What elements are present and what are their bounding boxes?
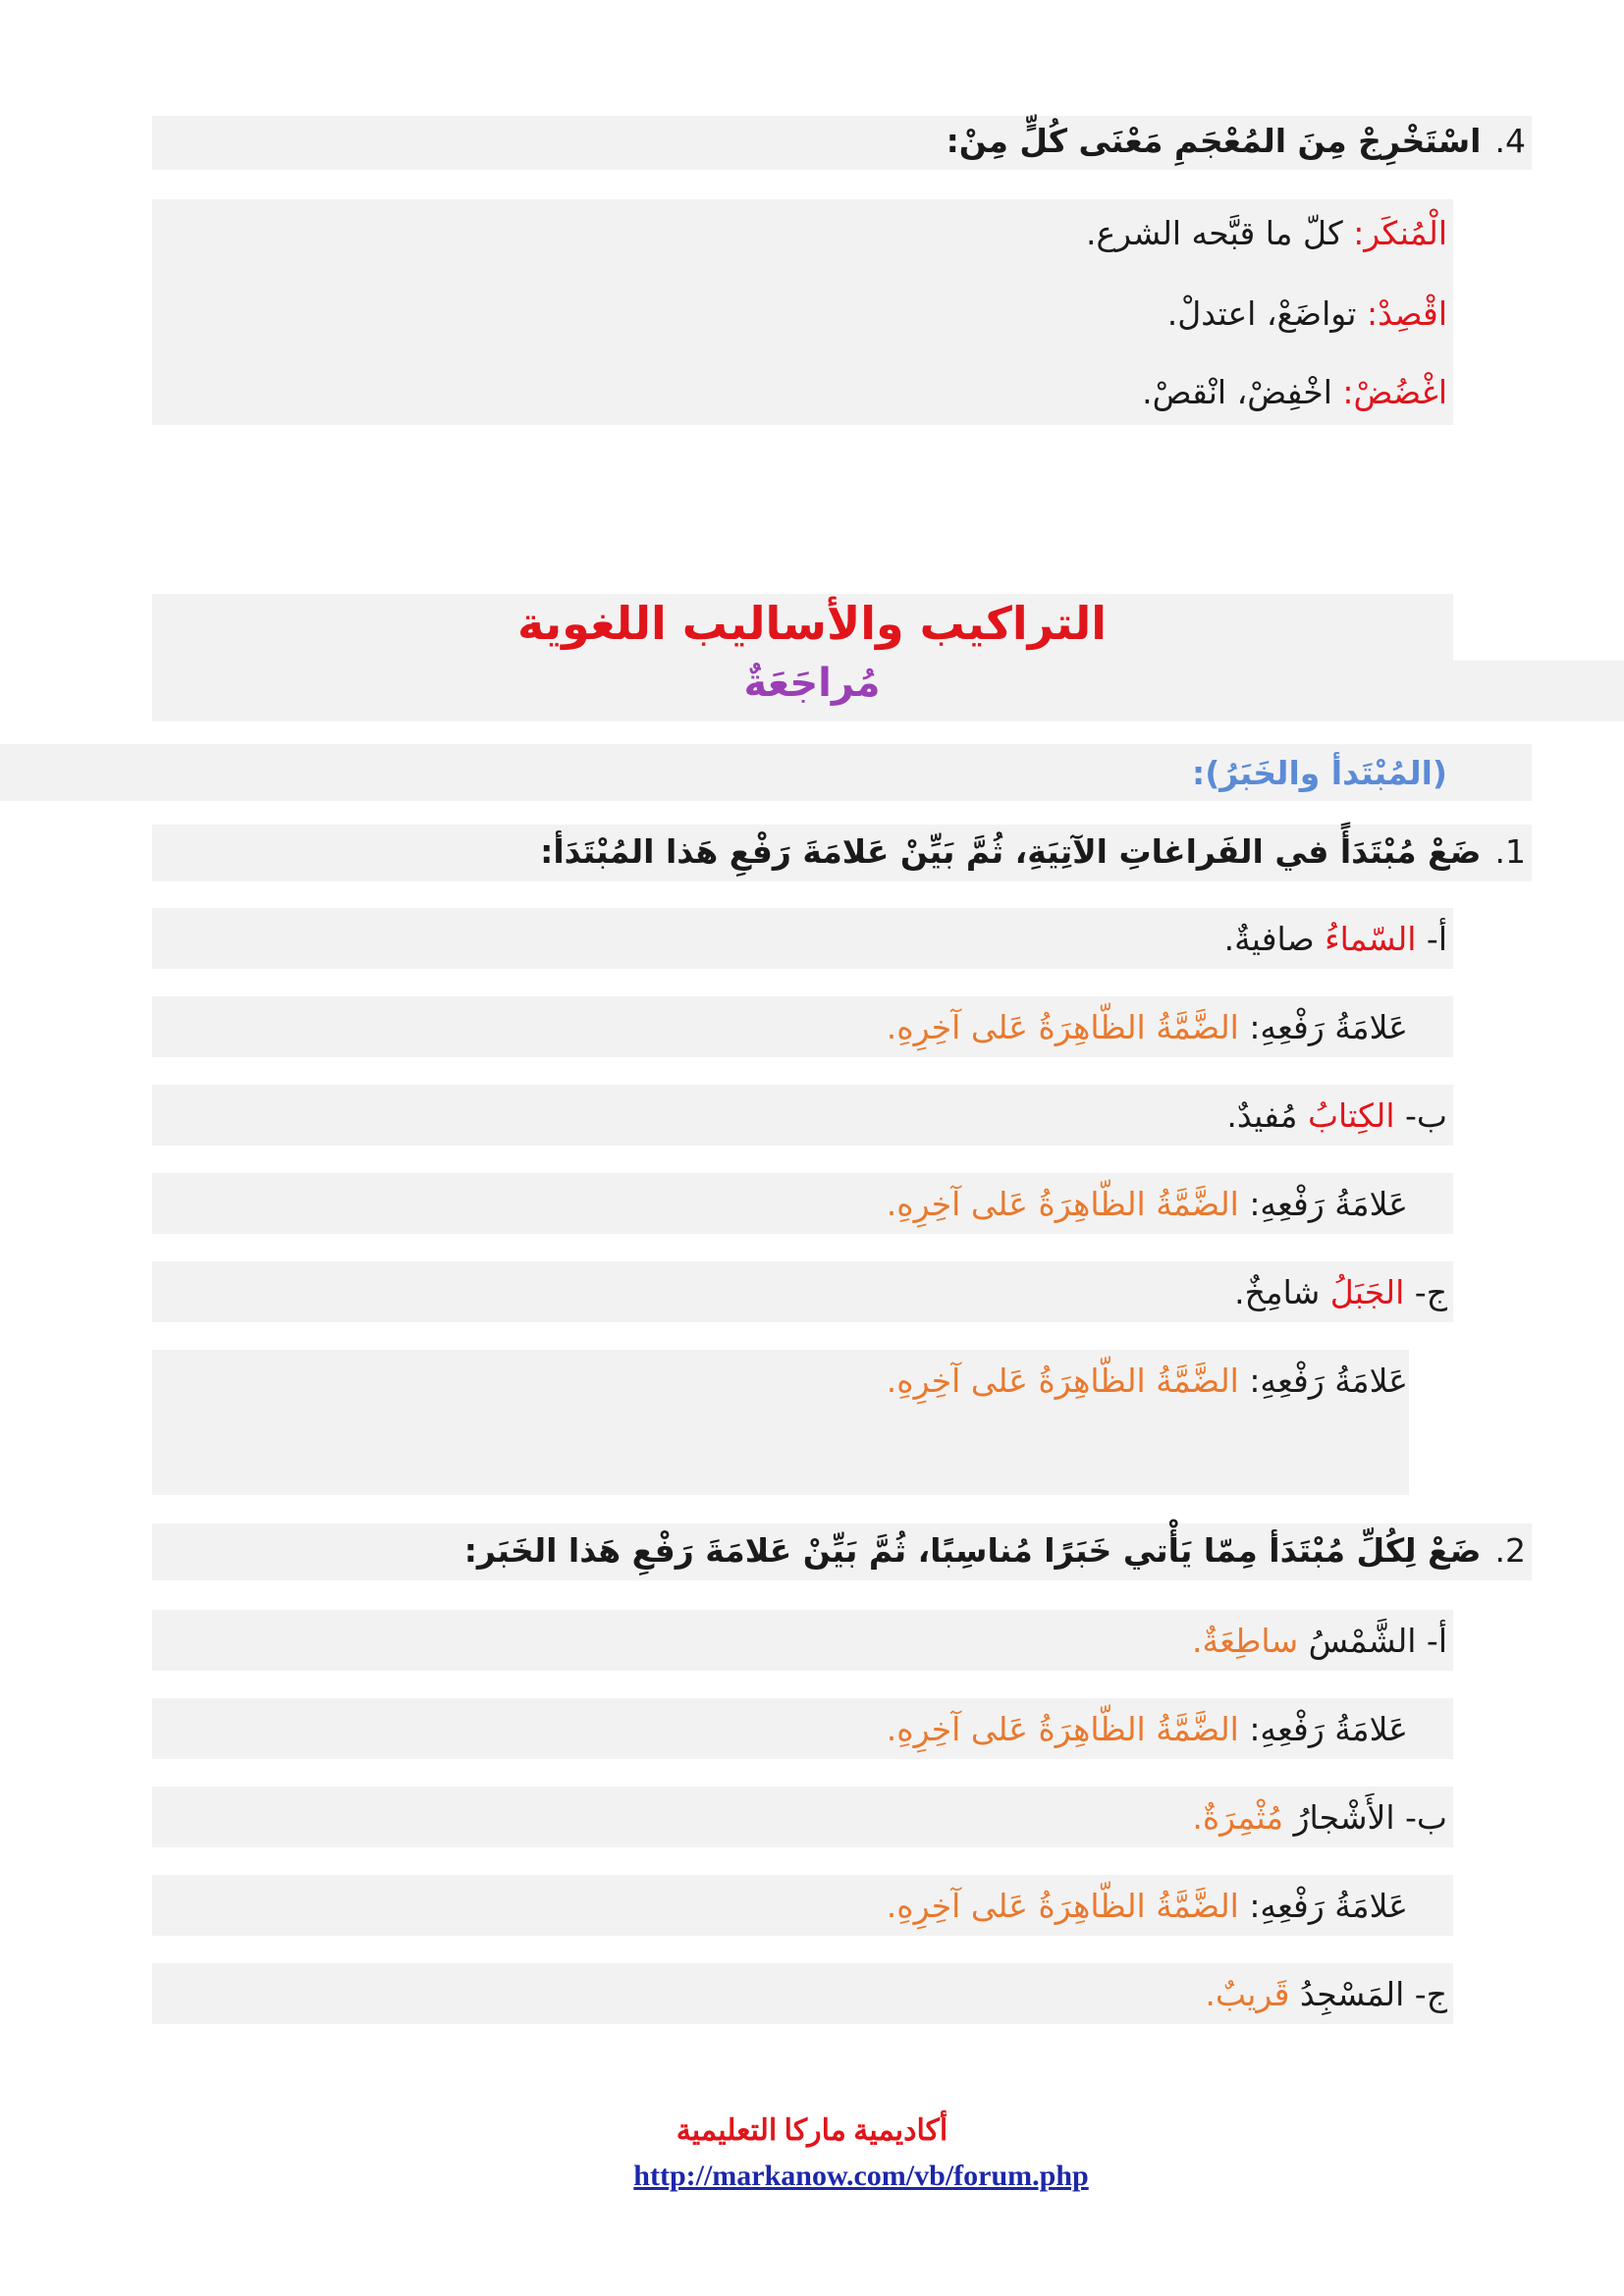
sign-answer: الضَّمَّةُ الظّاهِرَةُ عَلى آخِرِهِ. xyxy=(886,1887,1239,1925)
item-predicate: صافيةٌ. xyxy=(1223,920,1315,958)
q4-heading xyxy=(947,122,1526,160)
q1-sign-b xyxy=(887,1185,1408,1223)
item-letter: ب- xyxy=(1405,1096,1447,1135)
q1-sign-c xyxy=(887,1362,1408,1400)
q1-item-a xyxy=(1224,920,1447,958)
definition-term: الْمُنكَر: xyxy=(1353,214,1447,252)
q1-heading xyxy=(540,832,1526,871)
item-subject: الشَّمْسُ xyxy=(1308,1622,1417,1660)
definition-row xyxy=(1142,373,1447,411)
q2-item-a xyxy=(1192,1622,1447,1660)
footer-academy: أكاديمية ماركا التعليمية xyxy=(676,2114,948,2147)
sign-label: عَلامَةُ رَفْعِهِ: xyxy=(1249,1887,1408,1925)
definition-meaning: تواضَعْ، اعتدلْ. xyxy=(1166,294,1357,333)
q4-number: 4. xyxy=(1494,122,1526,160)
definition-term: اقْصِدْ: xyxy=(1366,294,1447,333)
q2-item-c xyxy=(1205,1975,1447,2013)
footer-link[interactable]: http://markanow.com/vb/forum.php xyxy=(633,2160,1089,2192)
section-subtitle: مُراجَعَةٌ xyxy=(743,661,881,706)
footer-link-row xyxy=(0,2160,1624,2193)
q2-sign-b xyxy=(887,1887,1408,1925)
definition-row xyxy=(1086,214,1447,252)
sign-label: عَلامَةُ رَفْعِهِ: xyxy=(1249,1008,1408,1046)
definition-row xyxy=(1167,294,1447,333)
item-subject: الكِتابُ xyxy=(1307,1096,1395,1135)
item-letter: ج- xyxy=(1414,1975,1447,2013)
item-subject: الأَشْجارُ xyxy=(1293,1798,1395,1837)
sign-answer: الضَّمَّةُ الظّاهِرَةُ عَلى آخِرِهِ. xyxy=(886,1710,1239,1748)
item-subject: الجَبَلُ xyxy=(1329,1273,1405,1311)
item-predicate: مُثْمِرَةٌ. xyxy=(1192,1798,1284,1837)
sign-answer: الضَّمَّةُ الظّاهِرَةُ عَلى آخِرِهِ. xyxy=(886,1185,1239,1223)
q2-item-b xyxy=(1192,1798,1447,1837)
definition-meaning: اخْفِضْ، انْقصْ. xyxy=(1142,373,1332,411)
definition-term: اغْضُضْ: xyxy=(1342,373,1447,411)
item-letter: أ- xyxy=(1426,1622,1447,1660)
item-letter: أ- xyxy=(1426,920,1447,958)
item-predicate: شامِخٌ. xyxy=(1234,1273,1321,1311)
q1-number: 1. xyxy=(1494,832,1526,871)
item-subject: السّماءُ xyxy=(1325,920,1417,958)
item-subject: المَسْجِدُ xyxy=(1299,1975,1405,2013)
q4-prompt: اسْتَخْرِجْ مِنَ المُعْجَمِ مَعْنَى كُلٍّ مِنْ: xyxy=(946,122,1482,160)
topic-heading: (المُبْتَدأ والخَبَرُ): xyxy=(1192,754,1447,792)
q1-item-b xyxy=(1226,1096,1447,1135)
sign-answer: الضَّمَّةُ الظّاهِرَةُ عَلى آخِرِهِ. xyxy=(886,1008,1239,1046)
item-predicate: ساطِعَةٌ. xyxy=(1192,1622,1299,1660)
q2-sign-a xyxy=(887,1710,1408,1748)
sign-label: عَلامَةُ رَفْعِهِ: xyxy=(1249,1185,1408,1223)
sign-label: عَلامَةُ رَفْعِهِ: xyxy=(1249,1710,1408,1748)
sign-label: عَلامَةُ رَفْعِهِ: xyxy=(1249,1362,1408,1400)
q2-prompt: ضَعْ لِكُلِّ مُبْتَدَأ مِمّا يَأْتي خَبَرًا مُناسِبًا، ثُمَّ بَيِّنْ عَلامَةَ رَفْعِ هَذا الخَبَر: xyxy=(463,1531,1482,1570)
sign-answer: الضَّمَّةُ الظّاهِرَةُ عَلى آخِرِهِ. xyxy=(886,1362,1239,1400)
q2-number: 2. xyxy=(1494,1531,1526,1570)
definition-meaning: كلّ ما قبَّحه الشرع. xyxy=(1086,214,1343,252)
item-predicate: مُفيدٌ. xyxy=(1226,1096,1298,1135)
section-title: التراكيب والأساليب اللغوية xyxy=(516,597,1108,650)
q1-sign-a xyxy=(887,1008,1408,1046)
item-letter: ج- xyxy=(1414,1273,1447,1311)
item-letter: ب- xyxy=(1405,1798,1447,1837)
q1-prompt: ضَعْ مُبْتَدَأً في الفَراغاتِ الآتِيَةِ، ثُمَّ بَيِّنْ عَلامَةَ رَفْعِ هَذا المُبْتَدَأ: xyxy=(540,832,1482,871)
item-predicate: قَريبٌ. xyxy=(1205,1975,1290,2013)
q2-heading xyxy=(464,1531,1526,1570)
q1-item-c xyxy=(1234,1273,1447,1311)
